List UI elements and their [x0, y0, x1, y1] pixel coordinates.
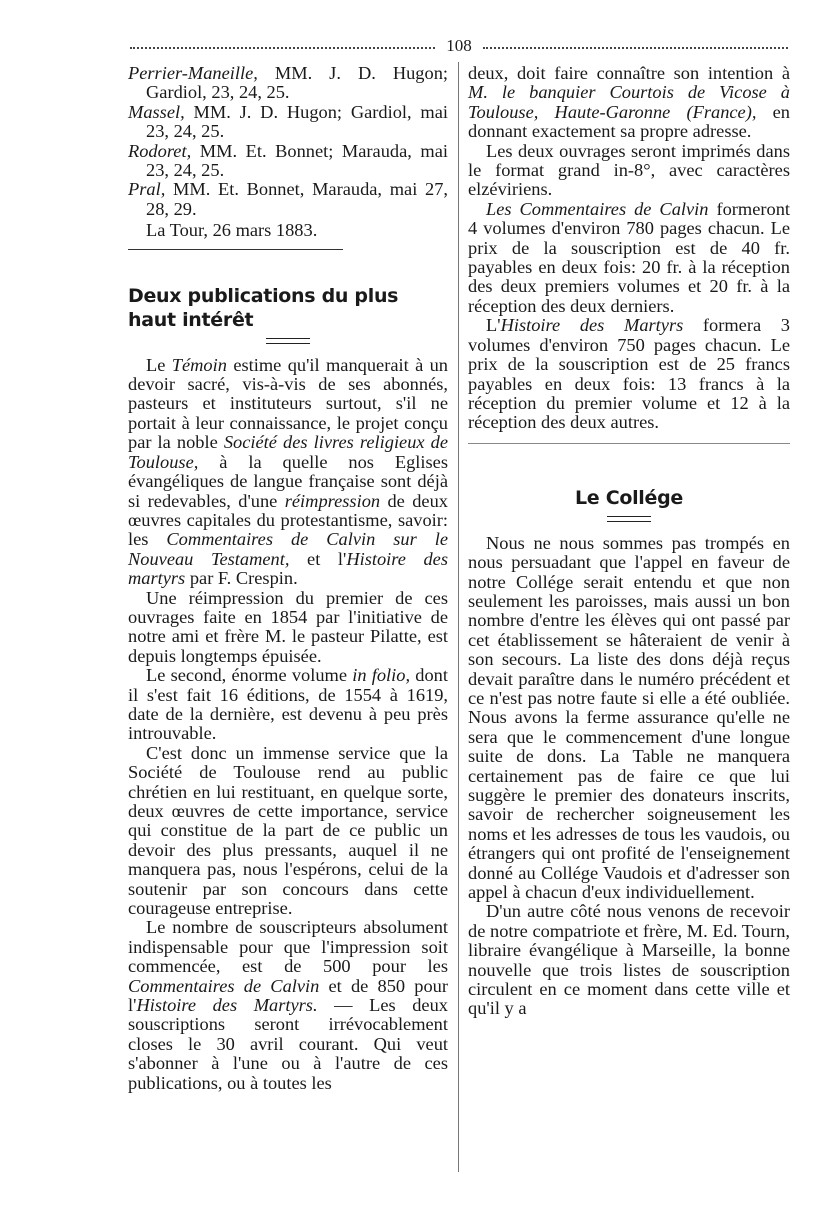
article-paragraph: D'un autre côté nous venons de recevoir de notre compatriote et frère, M. Ed. Tourn, libraire évangélique à Marseille, la bonne nouvelle que trois listes de souscription circulent en ce moment dans cette ville et qu'il y a — [468, 901, 790, 1019]
separator-rule — [128, 249, 343, 250]
article-paragraph — [128, 666, 448, 744]
parish-name: Pral, — [128, 179, 166, 200]
italic-run: Commentaires de Calvin sur le Nouveau Testament, — [128, 529, 448, 569]
text-run: L' — [486, 315, 501, 336]
section-title-publications: Deux publications du plus haut intérêt — [128, 284, 399, 331]
right-column — [468, 64, 790, 1019]
text-run: formeront 4 volumes d'environ 780 pages chacun. Le prix de la souscription est de 40 fr. payables en deux fois: 20 fr. à la réception des deux premiers volumes et 20 fr. à la réception des deux derniers. — [468, 198, 791, 316]
parish-name: Massel, — [128, 101, 185, 122]
italic-run: Témoin — [171, 354, 227, 375]
parish-name: Perrier-Maneille, — [128, 63, 258, 83]
column-divider — [458, 62, 459, 1172]
italic-run: in folio, — [352, 665, 411, 686]
italic-run: Les Commentaires de Calvin — [486, 198, 709, 219]
page-header — [130, 36, 788, 56]
text-run: de deux œuvres capitales du protestantisme, savoir: les — [128, 490, 448, 550]
schedule-entry — [128, 64, 448, 103]
dateline: La Tour, 26 mars 1883. — [146, 220, 318, 241]
article-paragraph — [468, 64, 790, 142]
text-run: et l' — [289, 548, 347, 569]
article-paragraph: Les deux ouvrages seront imprimés dans le format grand in-8°, avec caractères elzéviriens. — [468, 140, 790, 200]
text-run: deux, doit faire connaître son intention à — [468, 63, 790, 83]
article-paragraph — [468, 316, 790, 432]
text-run: — Les deux souscriptions seront irrévocablement closes le 30 avril courant. Qui veut s'abonner à l'une ou à l'autre de ces publications, ou à toutes les — [128, 995, 448, 1093]
text-run: Le — [146, 354, 172, 375]
article-paragraph: Une réimpression du premier de ces ouvrages faite en 1854 par l'initiative de notre ami et frère M. le pasteur Pilatte, est depuis longtemps épuisée. — [128, 587, 448, 666]
text-run: dont il s'est fait 16 éditions, de 1554 à 1619, date de la dernière, est devenu à peu près introuvable. — [128, 665, 448, 744]
left-column — [128, 64, 448, 1093]
article-paragraph — [128, 356, 448, 589]
schedule-entry — [128, 180, 448, 219]
italic-run: M. le banquier Courtois de Vicose à Toulouse, Haute-Garonne (France), — [468, 82, 790, 122]
italic-run: Histoire des Martyrs — [500, 315, 684, 336]
article-paragraph: C'est donc un immense service que la Société de Toulouse rend au public chrétien en lui restituant, en quelque sorte, deux œuvres de cette importance, service qui constitue de la part de ce public un devoir des plus pressants, auquel il ne manquera pas, nous l'espérons, celui de la soutenir par son concours dans cette courageuse entreprise. — [128, 742, 448, 919]
entry-text: MM. J. D. Hugon; Gardiol, mai 23, 24, 25. — [146, 101, 448, 142]
section-title-college: Le Collége — [574, 486, 683, 509]
entry-text: MM. Et. Bonnet; Marauda, mai 23, 24, 25. — [146, 140, 448, 181]
entry-text: MM. Et. Bonnet, Marauda, mai 27, 28, 29. — [146, 179, 448, 219]
text-run: Le second, énorme volume — [146, 665, 353, 686]
article-paragraph — [128, 918, 448, 1093]
article-paragraph: Nous ne nous sommes pas trompés en nous persuadant que l'appel en faveur de notre Collége serait entendu et que non seulement les paroisses, mais aussi un bon nombre d'entre les élèves qui ont passé par cet établissement se hâteraient de venir à son secours. La liste des dons déjà reçus devait paraître dans le numéro précédent et ce n'est pas notre faute si elle a été oubliée. Nous avons la ferme assurance qu'elle ne sera que le commencement d'une longue suite de dons. La Table ne manquera certainement pas de faire ce que lui suggère le premier des donateurs inscrits, savoir de rechercher soigneusement les noms et les adresses de tous les vaudois, ou étrangers qui ont profité de l'enseignement donné au Collége Vaudois et d'adresser son appel à chacun d'eux individuellement. — [468, 532, 790, 903]
header-rule-right — [483, 47, 788, 49]
schedule-entry — [128, 103, 448, 142]
text-run: à la quelle nos Eglises évangéliques de langue française sont déjà si redevables, d'une — [128, 451, 448, 511]
text-run: et de 850 pour l' — [128, 975, 448, 1016]
text-run: estime qu'il manquerait à un devoir sacré, vis-à-vis de ses abonnés, pasteurs et instituteurs surtout, s'il ne portait à leur connaissance, le projet conçu par la noble — [128, 354, 448, 453]
text-run: formera 3 volumes d'environ 750 pages chacun. Le prix de la souscription est de 25 francs payables en deux fois: 13 francs à la réception du premier volume et 12 à la réception des deux autres. — [468, 315, 790, 433]
italic-run: Société des livres religieux de Toulouse, — [128, 432, 449, 472]
italic-run: Histoire des martyrs — [128, 548, 449, 589]
title-double-rule — [266, 338, 310, 344]
entry-text: MM. J. D. Hugon; Gardiol, 23, 24, 25. — [146, 63, 448, 103]
italic-run: Histoire des Martyrs. — [136, 995, 318, 1016]
page-number: 108 — [446, 36, 472, 55]
text-run: par F. Crespin. — [185, 568, 298, 589]
schedule-entry — [128, 142, 448, 181]
separator-rule — [468, 443, 790, 444]
parish-name: Rodoret, — [128, 140, 192, 161]
italic-run: Commentaires de Calvin — [128, 975, 320, 996]
title-double-rule — [607, 516, 651, 522]
article-paragraph — [468, 200, 790, 316]
text-run: en donnant exactement sa propre adresse. — [468, 101, 790, 142]
header-rule-left — [130, 47, 435, 49]
text-run: Le nombre de souscripteurs absolument indispensable pour que l'impression soit commencée, est de 500 pour les — [128, 917, 448, 977]
italic-run: réimpression — [284, 490, 381, 511]
